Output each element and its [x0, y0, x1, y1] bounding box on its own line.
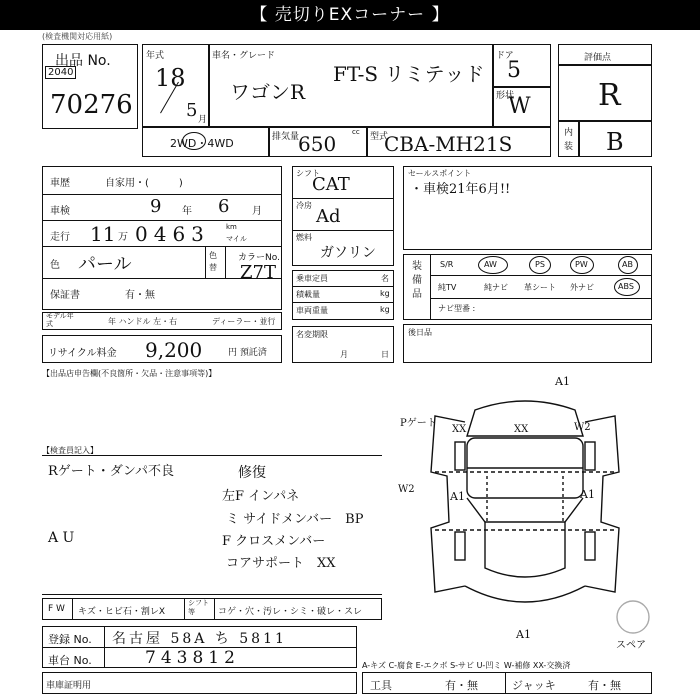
mileage-label: 走行	[50, 232, 70, 243]
mileage-man-unit: 万	[118, 232, 128, 243]
ac-value: Ad	[316, 206, 341, 227]
interior-label: 内装	[564, 128, 574, 152]
capacity-unit: 名	[381, 274, 389, 283]
year-value: 18	[155, 64, 186, 92]
inspector-line-4: ミ サイドメンバー BP	[226, 512, 364, 527]
inspector-line-2: 修復	[238, 465, 266, 481]
model-year-handle: 年 ハンドル 左・右	[108, 317, 178, 326]
shift-label: シフト	[296, 169, 320, 178]
lot-label: 出品 No.	[55, 53, 111, 69]
equip-ps: PS	[535, 260, 545, 269]
year-label: 年式	[146, 51, 165, 61]
weight-label: 車両重量	[296, 306, 328, 315]
cert-label: 車庫証明用	[46, 681, 92, 691]
front-bumper-outline	[465, 586, 585, 602]
rating-value: R	[598, 78, 621, 113]
registration-value: 名古屋 58A ち 5811	[112, 631, 287, 647]
chassis-value: 743812	[145, 648, 240, 668]
inspector-line-5: A U	[48, 530, 75, 546]
mark-w2-left: W2	[398, 484, 415, 495]
mark-xx-center: XX	[514, 424, 529, 435]
banner-title: 【 売切りEXコーナー 】	[0, 0, 700, 30]
color-change-label: 色替	[209, 251, 217, 272]
tools-value: 有・無	[445, 679, 478, 692]
inspection-year-unit: 年	[182, 206, 192, 217]
shape-label: 形状	[496, 91, 515, 101]
equip-abs: ABS	[618, 282, 634, 291]
interior-value: B	[606, 128, 624, 156]
inspection-month-unit: 月	[252, 206, 262, 217]
jack-value: 有・無	[588, 679, 621, 692]
equip-ext-navi: 外ナビ	[570, 283, 594, 292]
front-left-wheel	[455, 532, 465, 560]
equip-aw: AW	[484, 260, 497, 269]
spare-label: スペア	[616, 640, 646, 651]
model-label: 型式	[370, 132, 389, 142]
doors-value: 5	[507, 58, 521, 83]
shape-value: W	[508, 94, 531, 119]
weight-unit: kg	[380, 305, 390, 314]
inspector-line-6: F クロスメンバー	[222, 534, 326, 549]
equip-ab-circle	[618, 256, 638, 274]
color-value: パール	[78, 254, 132, 275]
displacement-unit: cc	[352, 128, 360, 136]
equip-ab: AB	[622, 260, 633, 269]
month-unit: 月	[198, 115, 208, 125]
equip-sr: S/R	[440, 260, 454, 269]
name-change-day: 日	[381, 350, 389, 359]
after-label: 後日品	[408, 328, 432, 337]
inspector-line-7: コアサポート XX	[226, 556, 336, 571]
equip-navi: 純ナビ	[484, 283, 508, 292]
seller-notes-label: 【出品店申告欄(不良箇所・欠品・注意事項等)】	[42, 369, 217, 378]
drive-circle	[182, 132, 206, 150]
car-grade: FT-S リミテッド	[333, 62, 485, 86]
registration-label: 登録 No.	[48, 633, 92, 646]
recycle-label: リサイクル料金	[48, 348, 117, 359]
equip-tv: 純TV	[438, 283, 457, 292]
mark-a1-top: A1	[555, 375, 570, 388]
fuel-value: ガソリン	[320, 245, 376, 261]
jack-label: ジャッキ	[512, 679, 556, 692]
equipment-label: 装備品	[412, 261, 422, 300]
front-right-wheel	[585, 532, 595, 560]
inspection-month: 6	[218, 196, 230, 217]
name-change-label: 名変期限	[296, 330, 328, 339]
sales-point-label: セールスポイント	[408, 169, 472, 178]
load-label: 積載量	[296, 290, 320, 299]
color-code-label: カラーNo.	[238, 253, 280, 263]
tools-label: 工具	[370, 679, 392, 692]
equip-leather: 革シート	[524, 283, 556, 292]
fw-label: F W	[48, 604, 65, 614]
equip-aw-circle	[478, 256, 508, 274]
year-month: 5	[186, 100, 198, 121]
damage-legend: A-キズ C-腐食 E-エクボ S-サビ U-凹ミ W-補修 XX-交換済	[362, 661, 571, 670]
after-box	[403, 324, 652, 363]
warranty-value: 有・無	[125, 290, 155, 301]
mark-a1-bottom: A1	[516, 628, 531, 641]
fw-text: キズ・ヒビ石・割レX	[78, 607, 165, 617]
equip-pw-circle	[570, 256, 594, 274]
model-year-dealer: ディーラー・並行	[212, 317, 276, 326]
inspector-label: 【検査員記入】	[42, 446, 98, 455]
mark-a1-right: A1	[580, 488, 595, 501]
load-unit: kg	[380, 289, 390, 298]
car-name: ワゴンR	[230, 80, 306, 104]
recycle-unit: 円 預託済	[228, 348, 267, 358]
warranty-label: 保証書	[50, 290, 80, 301]
inspector-line-3: 左F インパネ	[222, 489, 300, 504]
equip-abs-circle	[614, 278, 640, 296]
drive-label: 2WD・4WD	[170, 137, 234, 150]
displacement-value: 650	[298, 132, 337, 156]
car-label: 車名・グレード	[212, 51, 276, 61]
shift-value: CAT	[312, 174, 350, 195]
mileage-unit2: マイル	[226, 235, 247, 243]
mileage-man: 11	[90, 222, 116, 246]
mark-xx-left: XX	[452, 424, 467, 435]
mileage-unit: km	[226, 223, 237, 231]
history-value: 自家用・( )	[105, 178, 183, 189]
displacement-label: 排気量	[272, 132, 300, 142]
inspector-line-1: Rゲート・ダンパ不良	[48, 464, 175, 479]
equip-pw: PW	[575, 260, 588, 269]
doors-label: ドア	[496, 51, 514, 61]
chassis-label: 車台 No.	[48, 654, 92, 667]
rear-left-wheel	[455, 442, 465, 470]
sales-point-value: ・車検21年6月!!	[410, 182, 511, 197]
history-label: 車歴	[50, 178, 70, 189]
mark-w2-right: W2	[574, 422, 591, 433]
recycle-value: 9,200	[145, 338, 203, 362]
mileage-digits: 0463	[135, 222, 210, 246]
spare-tire-circle	[617, 601, 649, 633]
hood-outline	[485, 522, 565, 577]
model-year-label: モデル年式	[46, 312, 74, 328]
lot-small: 2040	[45, 66, 76, 79]
rating-label: 評価点	[584, 53, 612, 63]
color-code: Z7T	[240, 262, 276, 283]
name-change-month: 月	[340, 350, 348, 359]
lot-number: 70276	[50, 90, 133, 120]
fw-shift-label: シフト等	[188, 599, 209, 616]
inspection-year: 9	[150, 196, 162, 217]
mark-pgate: Pゲート	[400, 418, 437, 429]
ac-label: 冷房	[296, 201, 312, 210]
windshield-outline	[467, 498, 583, 522]
equip-ps-circle	[529, 256, 551, 274]
fw-shift-text: コゲ・穴・汚レ・シミ・破レ・スレ	[218, 607, 363, 617]
model-value: CBA-MH21S	[384, 132, 513, 156]
mark-a1-left: A1	[450, 490, 465, 503]
header-note: (検査機関対応用紙)	[42, 32, 113, 41]
color-label: 色	[50, 260, 60, 271]
inspection-label: 車検	[50, 206, 70, 217]
equip-navi-model: ナビ型番 :	[438, 304, 476, 313]
capacity-label: 乗車定員	[296, 274, 328, 283]
rear-right-wheel	[585, 442, 595, 470]
fuel-label: 燃料	[296, 233, 312, 242]
